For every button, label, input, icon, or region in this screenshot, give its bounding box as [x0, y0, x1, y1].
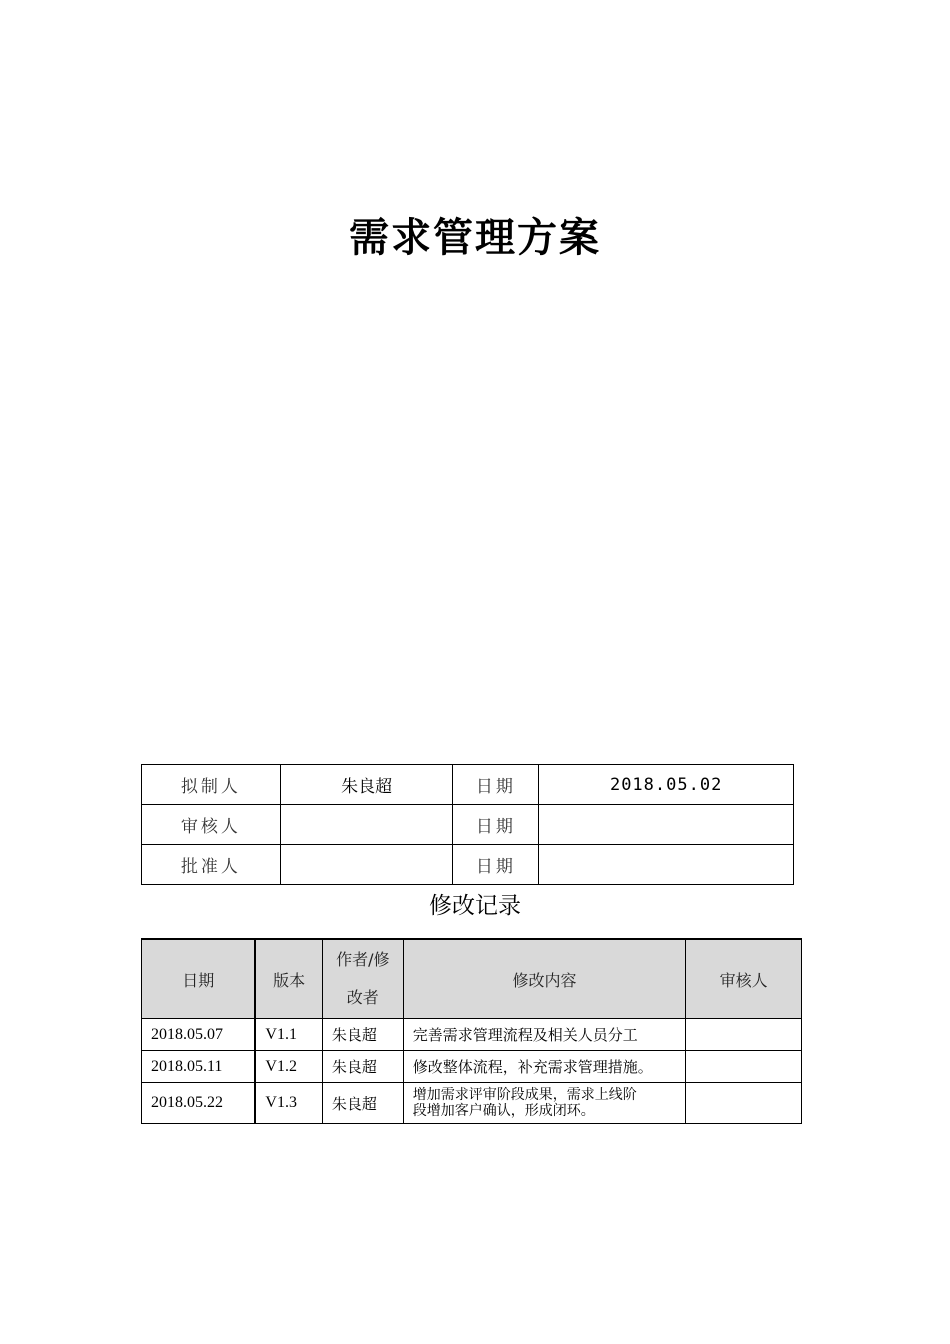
reviewer-date [539, 805, 794, 845]
table-row [142, 1019, 802, 1051]
row-date: 2018.05.11 [142, 1051, 256, 1083]
approver-label: 批准人 [142, 845, 281, 885]
table-row [142, 1083, 802, 1124]
header-version: 版本 [255, 939, 322, 1019]
row-content: 完善需求管理流程及相关人员分工 [403, 1019, 685, 1051]
drafter-date: 2018.05.02 [539, 765, 794, 805]
revision-header-row [142, 939, 802, 1019]
reviewer-date-label: 日期 [453, 805, 539, 845]
row-version: V1.1 [255, 1019, 322, 1051]
revision-record-heading: 修改记录 [429, 893, 521, 919]
header-date: 日期 [142, 939, 256, 1019]
row-reviewer [686, 1083, 802, 1124]
revision-record-table [141, 938, 802, 1124]
header-content: 修改内容 [403, 939, 685, 1019]
sign-off-row-approver [142, 845, 794, 885]
header-author-line1: 作者/修 [336, 950, 390, 969]
reviewer-name [280, 805, 453, 845]
header-author [322, 939, 403, 1019]
row-reviewer [686, 1051, 802, 1083]
row-date: 2018.05.07 [142, 1019, 256, 1051]
drafter-date-label: 日期 [453, 765, 539, 805]
drafter-label: 拟制人 [142, 765, 281, 805]
reviewer-label: 审核人 [142, 805, 281, 845]
sign-off-row-drafter [142, 765, 794, 805]
row-author: 朱良超 [322, 1083, 403, 1124]
row-content: 修改整体流程，补充需求管理措施。 [403, 1051, 685, 1083]
row-version: V1.2 [255, 1051, 322, 1083]
row-author: 朱良超 [322, 1051, 403, 1083]
row-content [403, 1083, 685, 1124]
row-date: 2018.05.22 [142, 1083, 256, 1124]
drafter-name: 朱良超 [280, 765, 453, 805]
row-content-line1: 增加需求评审阶段成果，需求上线阶 [412, 1087, 637, 1103]
table-row [142, 1051, 802, 1083]
row-reviewer [686, 1019, 802, 1051]
approver-date-label: 日期 [453, 845, 539, 885]
row-version: V1.3 [255, 1083, 322, 1124]
sign-off-table [141, 764, 794, 885]
row-content-line2: 段增加客户确认，形成闭环。 [412, 1103, 595, 1119]
sign-off-row-reviewer [142, 805, 794, 845]
header-author-line2: 改者 [346, 988, 379, 1007]
row-author: 朱良超 [322, 1019, 403, 1051]
header-reviewer: 审核人 [686, 939, 802, 1019]
approver-date [539, 845, 794, 885]
approver-name [280, 845, 453, 885]
document-title: 需求管理方案 [349, 215, 601, 261]
